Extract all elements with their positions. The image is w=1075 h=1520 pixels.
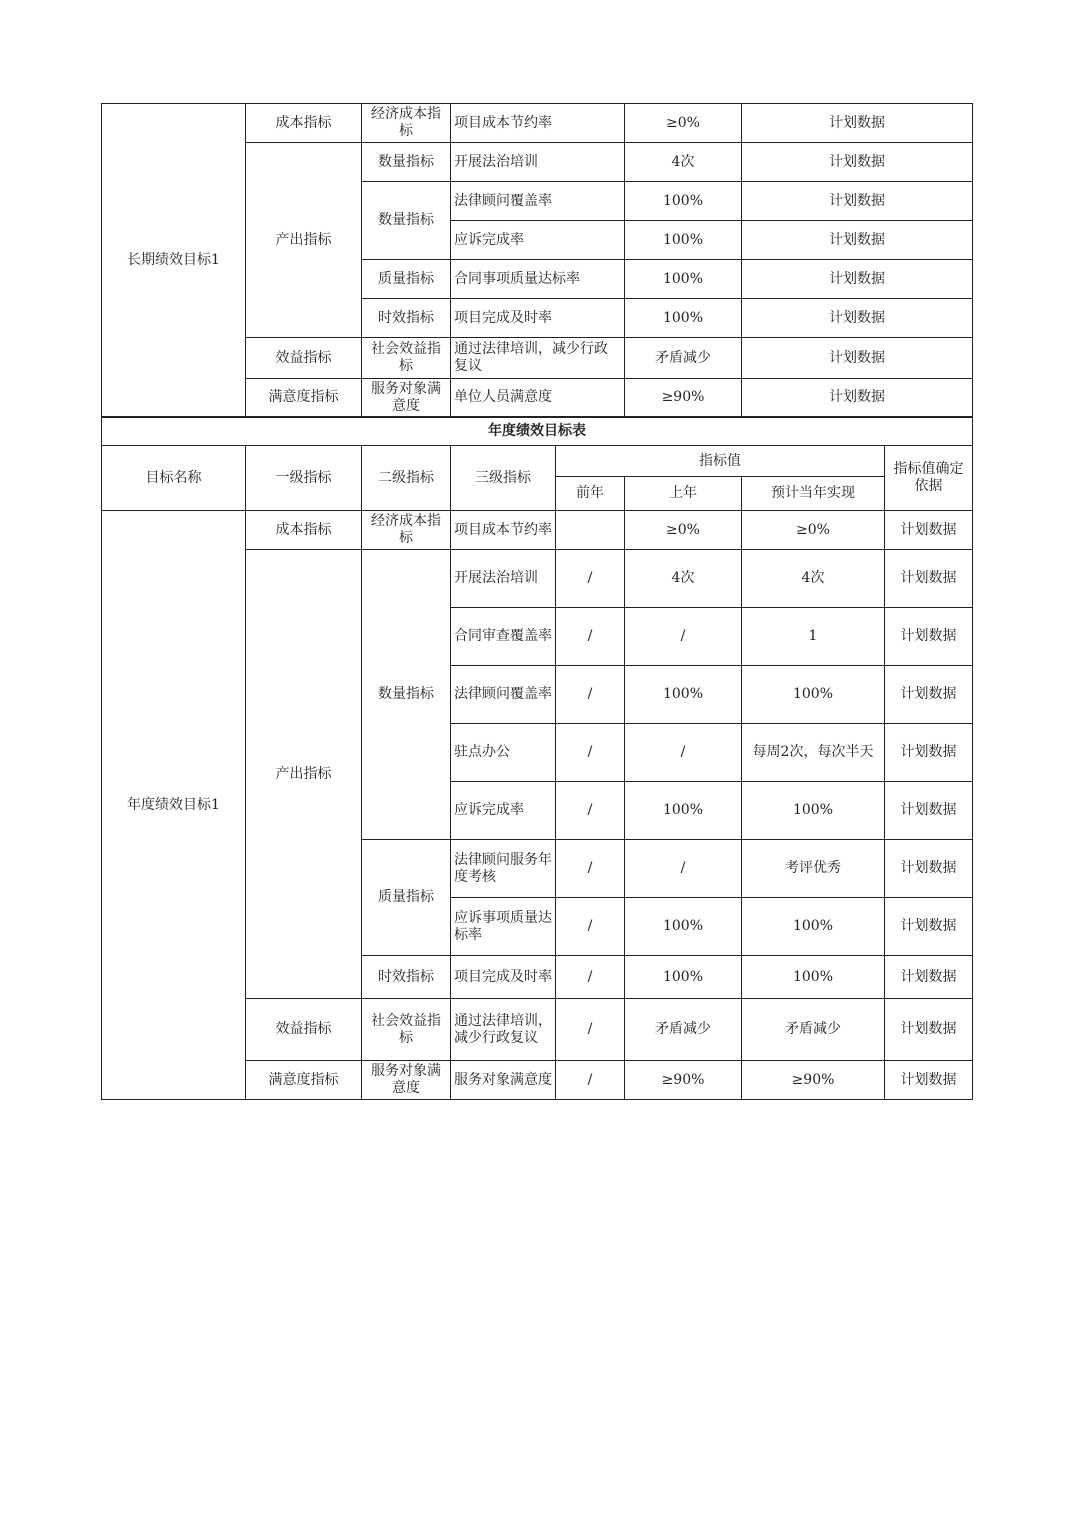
level2-indicator-cell: 社会效益指标 bbox=[362, 999, 451, 1061]
basis-cell: 计划数据 bbox=[885, 1061, 973, 1100]
level3-indicator-cell: 开展法治培训 bbox=[451, 143, 625, 182]
indicator-value-cell: 100% bbox=[625, 299, 742, 338]
last-year-cell: / bbox=[625, 840, 742, 898]
this-year-cell: ≥0% bbox=[742, 511, 885, 550]
header-level2: 二级指标 bbox=[362, 446, 451, 511]
goal-name-cell: 年度绩效目标1 bbox=[102, 511, 246, 1100]
prev-year-cell: / bbox=[556, 724, 625, 782]
indicator-value-cell: 100% bbox=[625, 260, 742, 299]
prev-year-cell: / bbox=[556, 898, 625, 956]
basis-cell: 计划数据 bbox=[742, 379, 973, 417]
level3-indicator-cell: 应诉完成率 bbox=[451, 782, 556, 840]
level3-indicator-cell: 驻点办公 bbox=[451, 724, 556, 782]
goal-name-cell: 长期绩效目标1 bbox=[102, 104, 246, 417]
level1-indicator-cell: 产出指标 bbox=[246, 550, 362, 999]
header-level3: 三级指标 bbox=[451, 446, 556, 511]
level1-indicator-cell: 成本指标 bbox=[246, 511, 362, 550]
last-year-cell: 100% bbox=[625, 956, 742, 999]
last-year-cell: / bbox=[625, 608, 742, 666]
level2-indicator-cell: 经济成本指标 bbox=[362, 104, 451, 143]
level3-indicator-cell: 开展法治培训 bbox=[451, 550, 556, 608]
header-last-year: 上年 bbox=[625, 477, 742, 511]
level3-indicator-cell: 合同审查覆盖率 bbox=[451, 608, 556, 666]
basis-cell: 计划数据 bbox=[885, 666, 973, 724]
this-year-cell: 100% bbox=[742, 956, 885, 999]
last-year-cell: 100% bbox=[625, 782, 742, 840]
this-year-cell: 1 bbox=[742, 608, 885, 666]
annual-goal-table bbox=[101, 417, 973, 1100]
level2-indicator-cell: 数量指标 bbox=[362, 550, 451, 840]
prev-year-cell: / bbox=[556, 956, 625, 999]
basis-cell: 计划数据 bbox=[742, 221, 973, 260]
level2-indicator-cell: 社会效益指标 bbox=[362, 338, 451, 379]
last-year-cell: ≥90% bbox=[625, 1061, 742, 1100]
last-year-cell: 100% bbox=[625, 898, 742, 956]
prev-year-cell: / bbox=[556, 782, 625, 840]
basis-cell: 计划数据 bbox=[885, 999, 973, 1061]
basis-cell: 计划数据 bbox=[885, 956, 973, 999]
this-year-cell: 100% bbox=[742, 782, 885, 840]
level1-indicator-cell: 满意度指标 bbox=[246, 1061, 362, 1100]
basis-cell: 计划数据 bbox=[885, 550, 973, 608]
level3-indicator-cell: 法律顾问服务年度考核 bbox=[451, 840, 556, 898]
this-year-cell: 100% bbox=[742, 898, 885, 956]
level3-indicator-cell: 法律顾问覆盖率 bbox=[451, 182, 625, 221]
last-year-cell: ≥0% bbox=[625, 511, 742, 550]
header-indicator-value: 指标值 bbox=[556, 446, 885, 477]
level1-indicator-cell: 效益指标 bbox=[246, 999, 362, 1061]
level3-indicator-cell: 项目成本节约率 bbox=[451, 511, 556, 550]
level1-indicator-cell: 产出指标 bbox=[246, 143, 362, 338]
level3-indicator-cell: 应诉事项质量达标率 bbox=[451, 898, 556, 956]
level2-indicator-cell: 服务对象满意度 bbox=[362, 379, 451, 417]
prev-year-cell: / bbox=[556, 840, 625, 898]
level2-indicator-cell: 服务对象满意度 bbox=[362, 1061, 451, 1100]
level3-indicator-cell: 应诉完成率 bbox=[451, 221, 625, 260]
this-year-cell: 每周2次，每次半天 bbox=[742, 724, 885, 782]
level3-indicator-cell: 服务对象满意度 bbox=[451, 1061, 556, 1100]
prev-year-cell: / bbox=[556, 608, 625, 666]
prev-year-cell: / bbox=[556, 666, 625, 724]
indicator-value-cell: 4次 bbox=[625, 143, 742, 182]
basis-cell: 计划数据 bbox=[742, 260, 973, 299]
basis-cell: 计划数据 bbox=[742, 104, 973, 143]
level1-indicator-cell: 成本指标 bbox=[246, 104, 362, 143]
this-year-cell: 矛盾减少 bbox=[742, 999, 885, 1061]
level1-indicator-cell: 满意度指标 bbox=[246, 379, 362, 417]
this-year-cell: ≥90% bbox=[742, 1061, 885, 1100]
level2-indicator-cell: 时效指标 bbox=[362, 299, 451, 338]
level3-indicator-cell: 项目完成及时率 bbox=[451, 956, 556, 999]
this-year-cell: 4次 bbox=[742, 550, 885, 608]
level3-indicator-cell: 通过法律培训，减少行政复议 bbox=[451, 338, 625, 379]
basis-cell: 计划数据 bbox=[885, 782, 973, 840]
basis-cell: 计划数据 bbox=[742, 143, 973, 182]
last-year-cell: 100% bbox=[625, 666, 742, 724]
table-row bbox=[102, 104, 973, 143]
indicator-value-cell: 矛盾减少 bbox=[625, 338, 742, 379]
level2-indicator-cell: 时效指标 bbox=[362, 956, 451, 999]
level3-indicator-cell: 法律顾问覆盖率 bbox=[451, 666, 556, 724]
level3-indicator-cell: 项目完成及时率 bbox=[451, 299, 625, 338]
basis-cell: 计划数据 bbox=[742, 338, 973, 379]
this-year-cell: 考评优秀 bbox=[742, 840, 885, 898]
basis-cell: 计划数据 bbox=[742, 182, 973, 221]
basis-cell: 计划数据 bbox=[742, 299, 973, 338]
indicator-value-cell: 100% bbox=[625, 182, 742, 221]
level2-indicator-cell: 质量指标 bbox=[362, 260, 451, 299]
header-level1: 一级指标 bbox=[246, 446, 362, 511]
level3-indicator-cell: 通过法律培训，减少行政复议 bbox=[451, 999, 556, 1061]
basis-cell: 计划数据 bbox=[885, 608, 973, 666]
indicator-value-cell: ≥90% bbox=[625, 379, 742, 417]
last-year-cell: / bbox=[625, 724, 742, 782]
prev-year-cell bbox=[556, 511, 625, 550]
header-goal-name: 目标名称 bbox=[102, 446, 246, 511]
prev-year-cell: / bbox=[556, 999, 625, 1061]
prev-year-cell: / bbox=[556, 1061, 625, 1100]
level2-indicator-cell: 质量指标 bbox=[362, 840, 451, 956]
basis-cell: 计划数据 bbox=[885, 511, 973, 550]
level2-indicator-cell: 经济成本指标 bbox=[362, 511, 451, 550]
basis-cell: 计划数据 bbox=[885, 724, 973, 782]
level1-indicator-cell: 效益指标 bbox=[246, 338, 362, 379]
last-year-cell: 矛盾减少 bbox=[625, 999, 742, 1061]
level2-indicator-cell: 数量指标 bbox=[362, 182, 451, 260]
last-year-cell: 4次 bbox=[625, 550, 742, 608]
long-term-goal-table bbox=[101, 103, 973, 417]
header-row bbox=[102, 446, 973, 477]
indicator-value-cell: ≥0% bbox=[625, 104, 742, 143]
header-this-year: 预计当年实现 bbox=[742, 477, 885, 511]
level3-indicator-cell: 合同事项质量达标率 bbox=[451, 260, 625, 299]
basis-cell: 计划数据 bbox=[885, 898, 973, 956]
basis-cell: 计划数据 bbox=[885, 840, 973, 898]
level3-indicator-cell: 单位人员满意度 bbox=[451, 379, 625, 417]
level2-indicator-cell: 数量指标 bbox=[362, 143, 451, 182]
this-year-cell: 100% bbox=[742, 666, 885, 724]
annual-table-title: 年度绩效目标表 bbox=[102, 418, 973, 446]
table-title-row bbox=[102, 418, 973, 446]
level3-indicator-cell: 项目成本节约率 bbox=[451, 104, 625, 143]
header-prev-year: 前年 bbox=[556, 477, 625, 511]
table-row bbox=[102, 511, 973, 550]
prev-year-cell: / bbox=[556, 550, 625, 608]
indicator-value-cell: 100% bbox=[625, 221, 742, 260]
header-basis: 指标值确定依据 bbox=[885, 446, 973, 511]
